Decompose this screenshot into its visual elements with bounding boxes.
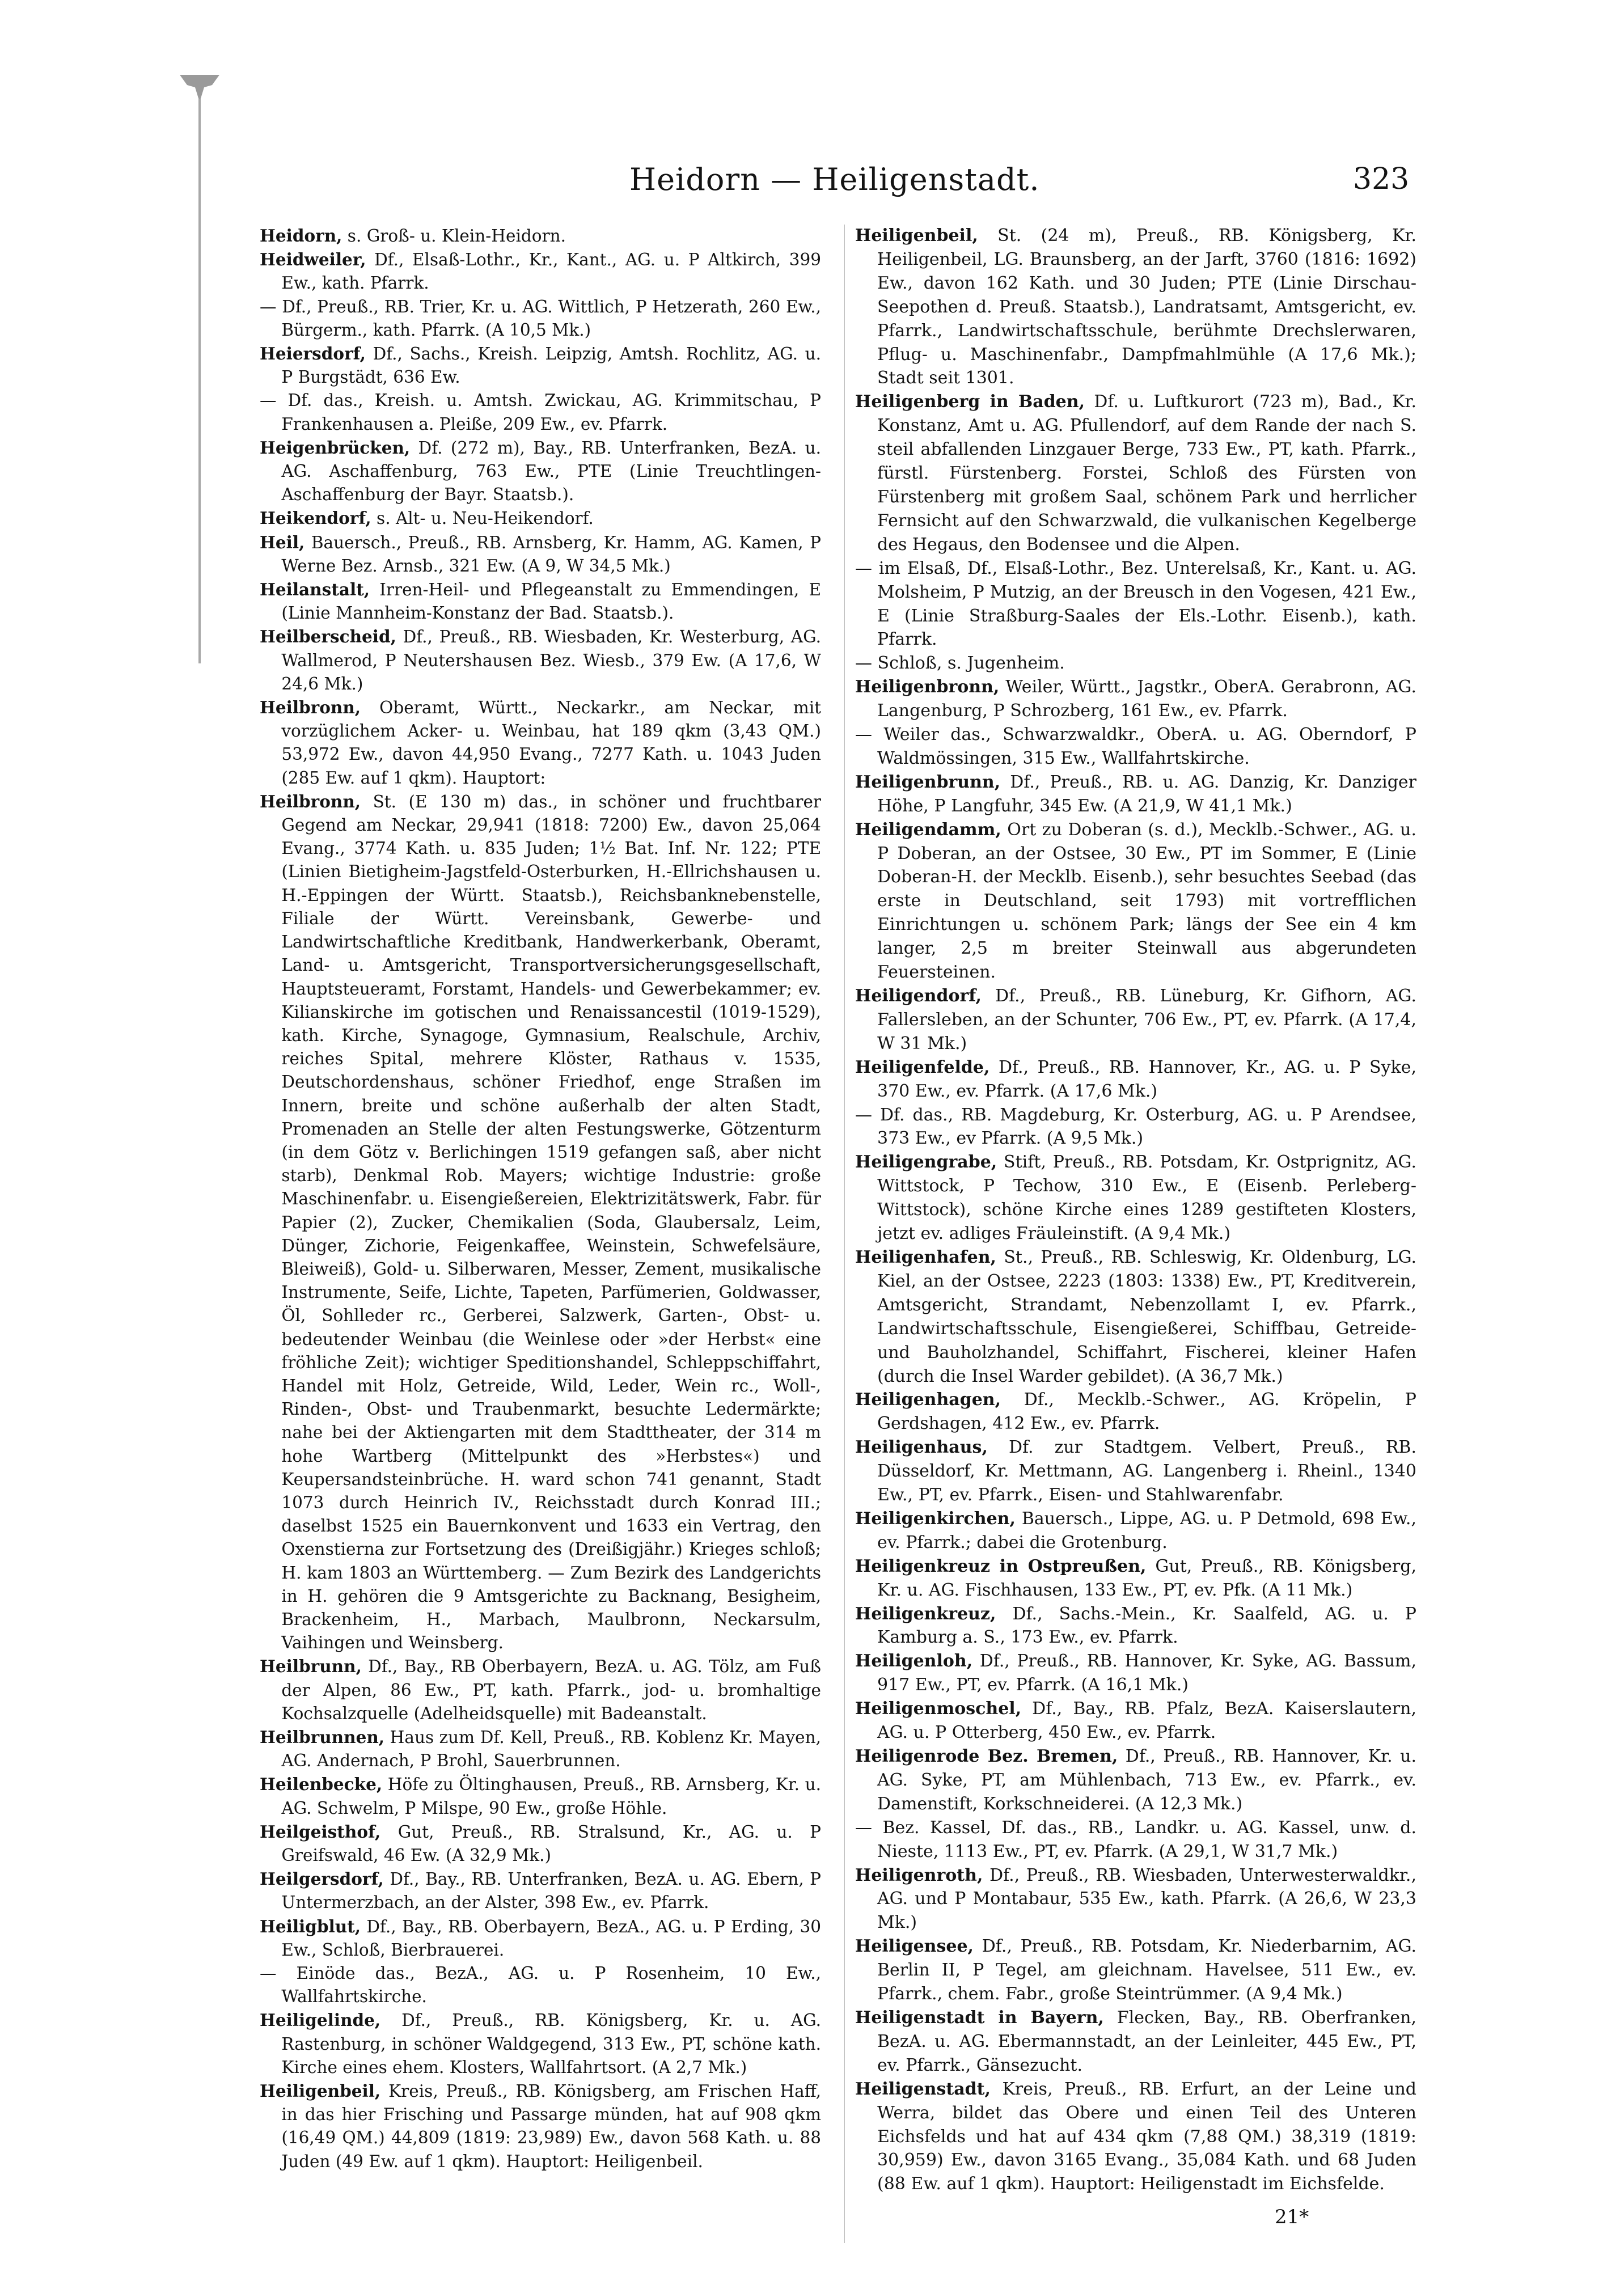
entry-text: — im Elsaß, Df., Elsaß-Lothr., Bez. Unterelsaß, Kr., Kant. u. AG. Molsheim, P Mutzig, an der Breusch in den Vogesen, 421 Ew., E (Linie Straßburg-Saales der Els.-Lothr. Eisenb.), kath. Pfarrk. <box>855 558 1416 650</box>
dictionary-entry <box>260 389 821 435</box>
entry-text: Df., Elsaß-Lothr., Kr., Kant., AG. u. P Altkirch, 399 Ew., kath. Pfarrk. <box>281 250 821 293</box>
signature-mark: 21* <box>1275 2206 1309 2228</box>
dictionary-entry <box>855 1150 1416 1246</box>
entry-text: Kreis, Preuß., RB. Erfurt, an der Leine und Werra, bildet das Obere und einen Teil des Unteren Eichsfelds und hat auf 434 qkm (7,88 QM.) 38,319 (1819: 30,959) Ew., davon 3165 Evang., 35,084 Kath. und 68 Juden (88 Ew. auf 1 qkm). Hauptort: Heiligenstadt im Eichsfelde. <box>877 2079 1416 2194</box>
entry-text: — Df. das., RB. Magdeburg, Kr. Osterburg, AG. u. P Arendsee, 373 Ew., ev Pfarrk. (A 9,5 Mk.) <box>855 1105 1416 1149</box>
dictionary-entry <box>260 2008 821 2079</box>
entry-text: Df., Preuß., RB. Wiesbaden, Unterwesterwaldkr., AG. und P Montabaur, 535 Ew., kath. Pfarrk. (A 26,6, W 23,3 Mk.) <box>877 1865 1416 1933</box>
dictionary-entry <box>260 790 821 1655</box>
dictionary-entry <box>855 984 1416 1056</box>
entry-text: — Einöde das., BezA., AG. u. P Rosenheim, 10 Ew., Wallfahrtskirche. <box>260 1964 821 2007</box>
entry-text: Df. u. Luftkurort (723 m), Bad., Kr. Konstanz, Amt u. AG. Pfullendorf, auf dem Rande der nach S. steil abfallenden Linzgauer Berge, 733 Ew., PT, kath. Pfarrk., fürstl. Fürstenberg. Forstei, Schloß des Fürsten von Fürstenberg mit großem Saal, schönem Park und herrlicher Fernsicht auf den Schwarzwald, die vulkanischen Kegelberge des Hegaus, den Bodensee und die Alpen. <box>877 392 1416 555</box>
entry-headword: Heiligenbeil, <box>260 2081 381 2101</box>
entry-headword: Heil, <box>260 532 305 552</box>
binding-mark <box>177 68 222 663</box>
entry-headword: Heiligenhaus, <box>855 1437 988 1458</box>
dictionary-entry <box>260 1867 821 1914</box>
entry-text: — Df. das., Kreish. u. Amtsh. Zwickau, AG. Krimmitschau, P Frankenhausen a. Pleiße, 209 Ew., ev. Pfarrk. <box>260 391 821 434</box>
entry-text: Df., Preuß., RB. Königsberg, Kr. u. AG. Rastenburg, in schöner Waldgegend, 313 Ew., PT, schöne kath. Kirche eines ehem. Klosters, Wallfahrtsort. (A 2,7 Mk.) <box>281 2011 821 2077</box>
entry-headword: Heilberscheid, <box>260 627 396 647</box>
dictionary-entry <box>855 651 1416 675</box>
entry-headword: Heilgersdorf, <box>260 1869 384 1889</box>
entry-text: Df., Bay., RB. Oberbayern, BezA., AG. u. P Erding, 30 Ew., Schloß, Bierbrauerei. <box>281 1917 821 1960</box>
entry-headword: Heiligenbronn, <box>855 677 1000 697</box>
dictionary-entry <box>260 506 821 530</box>
dictionary-entry <box>260 1772 821 1820</box>
dictionary-entry <box>260 248 821 295</box>
entry-text: St., Preuß., RB. Schleswig, Kr. Oldenburg, LG. Kiel, an der Ostsee, 2223 (1803: 1338) Ew., PT, Kreditverein, Amtsgericht, Strandamt, Nebenzollamt I, ev. Pfarrk., Landwirtschaftsschule, Eisengießerei, Schiffbau, Getreide- und Bauholzhandel, Schiffahrt, Fischerei, kleiner Hafen (durch die Insel Warder gebildet). (A 36,7 Mk.) <box>877 1247 1416 1386</box>
entry-text: Höfe zu Öltinghausen, Preuß., RB. Arnsberg, Kr. u. AG. Schwelm, P Milspe, 90 Ew., große Höhle. <box>281 1775 821 1818</box>
entry-text: Gut, Preuß., RB. Stralsund, Kr., AG. u. P Greifswald, 46 Ew. (A 32,9 Mk.) <box>281 1822 821 1865</box>
entry-headword: Heiligenstadt, <box>855 2079 991 2099</box>
entry-headword: Heiligenrode Bez. Bremen, <box>855 1746 1118 1766</box>
dictionary-entry <box>260 578 821 625</box>
column-divider <box>844 225 845 2243</box>
entry-headword: Heiligenfelde, <box>855 1057 990 1077</box>
dictionary-entry <box>855 1056 1416 1103</box>
dictionary-entry <box>855 1103 1416 1151</box>
entry-headword: Heikendorf, <box>260 508 371 528</box>
dictionary-entry <box>855 1864 1416 1935</box>
entry-text: St. (E 130 m) das., in schöner und fruchtbarer Gegend am Neckar, 29,941 (1818: 7200) Ew., davon 25,064 Evang., 3774 Kath. u. 835 Juden; 1½ Bat. Inf. Nr. 122; PTE (Linien Bietigheim-Jagstfeld-Osterburken, H.-Ellrichshausen u. H.-Eppingen der Württ. Staatsb.), Reichsbanknebenstelle, Filiale der Württ. Vereinsbank, Gewerbe- und Landwirtschaftliche Kreditbank, Handwerkerbank, Oberamt, Land- u. Amtsgericht, Transportversicherungsgesellschaft, Hauptsteueramt, Forstamt, Handels- und Gewerbekammer; ev. Kilianskirche im gotischen und Renaissancestil (1019-1529), kath. Kirche, Synagoge, Gymnasium, Realschule, Archiv, reiches Spital, mehrere Klöster, Rathaus v. 1535, Deutschordenshaus, schöner Friedhof, enge Straßen im Innern, breite und schöne außerhalb der alten Stadt, Promenaden an Stelle der alten Festungswerke, Götzenturm (in dem Götz v. Berlichingen 1519 gefangen saß, aber nicht starb), Denkmal Rob. Mayers; wichtige Industrie: große Maschinenfabr. u. Eisengießereien, Elektrizitätswerk, Fabr. für Papier (2), Zucker, Chemikalien (Soda, Glaubersalz, Leim, Dünger, Zichorie, Feigenkaffee, Weinstein, Schwefelsäure, Bleiweiß), Gold- u. Silberwaren, Messer, Zement, musikalische Instrumente, Seife, Lichte, Tapeten, Parfümerien, Goldwasser, Öl, Sohlleder rc., Gerberei, Salzwerk, Garten-, Obst- u. bedeutender Weinbau (die Weinlese oder »der Herbst« eine fröhliche Zeit); wichtiger Speditionshandel, Schleppschiffahrt, Handel mit Holz, Getreide, Wild, Leder, Wein rc., Woll-, Rinden-, Obst- und Traubenmarkt, besuchte Ledermärkte; nahe bei der Aktiengarten mit dem Stadttheater, der 314 m hohe Wartberg (Mittelpunkt des »Herbstes«) und Keupersandsteinbrüche. H. ward schon 741 genannt, Stadt 1073 durch Heinrich IV., Reichsstadt durch Konrad III.; daselbst 1525 ein Bauernkonvent und 1633 ein Vertrag, den Oxenstierna zur Fortsetzung des (Dreißigjähr.) Krieges schloß; H. kam 1803 an Württemberg. — Zum Bezirk des Landgerichts in H. gehören die 9 Amtsgerichte zu Backnang, Besigheim, Brackenheim, H., Marbach, Maulbronn, Neckarsulm, Vaihingen und Weinsberg. <box>281 792 821 1653</box>
entry-text: — Bez. Kassel, Df. das., RB., Landkr. u. AG. Kassel, unw. d. Nieste, 1113 Ew., PT, ev. Pfarrk. (A 29,1, W 31,7 Mk.) <box>855 1817 1416 1862</box>
dictionary-entry <box>855 557 1416 652</box>
entry-headword: Heiligenloh, <box>855 1651 973 1672</box>
entry-text: Weiler, Württ., Jagstkr., OberA. Gerabronn, AG. Langenburg, P Schrozberg, 161 Ew., ev. Pfarrk. <box>877 677 1416 721</box>
entry-headword: Heiligenkreuz in Ostpreußen, <box>855 1556 1147 1576</box>
entry-text: Df., Preuß., RB. Potsdam, Kr. Niederbarnim, AG. Berlin II, P Tegel, am gleichnam. Havelsee, 511 Ew., ev. Pfarrk., chem. Fabr., große Steintrümmer. (A 9,4 Mk.) <box>877 1936 1416 2004</box>
entry-text: Df. (272 m), Bay., RB. Unterfranken, BezA. u. AG. Aschaffenburg, 763 Ew., PTE (Linie Treuchtlingen-Aschaffenburg der Bayr. Staatsb.). <box>281 438 821 505</box>
entry-headword: Heiligenberg in Baden, <box>855 392 1085 412</box>
entry-headword: Heiligensee, <box>855 1936 974 1957</box>
entry-text: St. (24 m), Preuß., RB. Königsberg, Kr. Heiligenbeil, LG. Braunsberg, an der Jarft, 3760 (1816: 1692) Ew., davon 162 Kath. und 30 Juden; PTE (Linie Dirschau-Seepothen d. Preuß. Staatsb.), Landratsamt, Amtsgericht, ev. Pfarrk., Landwirtschaftsschule, berühmte Drechslerwaren, Pflug- u. Maschinenfabr., Dampfmahlmühle (A 17,6 Mk.); Stadt seit 1301. <box>877 226 1416 388</box>
entry-text: Irren-Heil- und Pflegeanstalt zu Emmendingen, E (Linie Mannheim-Konstanz der Bad. Staatsb.). <box>281 580 821 623</box>
entry-headword: Heiligengrabe, <box>855 1152 997 1173</box>
entry-text: Df., Mecklb.-Schwer., AG. Kröpelin, P Gerdshagen, 412 Ew., ev. Pfarrk. <box>877 1390 1416 1434</box>
entry-text: Df., Preuß., RB. Lüneburg, Kr. Gifhorn, AG. Fallersleben, an der Schunter, 706 Ew., PT, ev. Pfarrk. (A 17,4, W 31 Mk.) <box>877 986 1416 1054</box>
running-head: Heidorn — Heiligenstadt. <box>629 162 1040 197</box>
entry-text: Haus zum Df. Kell, Preuß., RB. Koblenz Kr. Mayen, AG. Andernach, P Brohl, Sauerbrunnen. <box>281 1728 821 1771</box>
dictionary-entry <box>855 1436 1416 1507</box>
entry-headword: Heiligblut, <box>260 1916 361 1936</box>
right-column <box>855 224 1416 2196</box>
entry-text: s. Groß- u. Klein-Heidorn. <box>342 226 566 246</box>
entry-text: Df., Bay., RB Oberbayern, BezA. u. AG. Tölz, am Fuß der Alpen, 86 Ew., PT, kath. Pfarrk., jod- u. bromhaltige Kochsalzquelle (Adelheidsquelle) mit Badeanstalt. <box>281 1657 821 1723</box>
entry-headword: Heiligenkreuz, <box>855 1604 996 1624</box>
dictionary-entry <box>260 224 821 248</box>
entry-headword: Heilbronn, <box>260 697 361 718</box>
entry-headword: Heiligenhagen, <box>855 1390 1001 1410</box>
dictionary-entry <box>855 2078 1416 2197</box>
dictionary-entry <box>260 1655 821 1725</box>
entry-headword: Heiligendorf, <box>855 986 982 1006</box>
entry-text: — Weiler das., Schwarzwaldkr., OberA. u. AG. Oberndorf, P Waldmössingen, 315 Ew., Wallfahrtskirche. <box>855 725 1416 768</box>
entry-text: Flecken, Bay., RB. Oberfranken, BezA. u. AG. Ebermannstadt, an der Leinleiter, 445 Ew., PT, ev. Pfarrk., Gänsezucht. <box>877 2007 1416 2075</box>
entry-headword: Heilanstalt, <box>260 579 370 600</box>
entry-headword: Heidorn, <box>260 226 342 246</box>
entry-headword: Heiersdorf, <box>260 344 366 364</box>
dictionary-entry <box>855 1649 1416 1697</box>
entry-headword: Heiligenbrunn, <box>855 772 1001 792</box>
entry-headword: Heiligenstadt in Bayern, <box>855 2007 1104 2028</box>
dictionary-entry <box>260 696 821 790</box>
entry-headword: Heilbronn, <box>260 791 361 811</box>
entry-headword: Heiligenhafen, <box>855 1247 996 1267</box>
dictionary-entry <box>260 1820 821 1867</box>
dictionary-entry <box>855 723 1416 771</box>
dictionary-entry <box>855 390 1416 556</box>
entry-text: — Df., Preuß., RB. Trier, Kr. u. AG. Wittlich, P Hetzerath, 260 Ew., Bürgerm., kath. Pfarrk. (A 10,5 Mk.) <box>260 297 821 340</box>
entry-headword: Heilbrunnen, <box>260 1727 385 1747</box>
dictionary-entry <box>855 818 1416 984</box>
dictionary-entry <box>260 1915 821 1962</box>
entry-text: Df., Preuß., RB. u. AG. Danzig, Kr. Danziger Höhe, P Langfuhr, 345 Ew. (A 21,9, W 41,1 Mk.) <box>877 772 1416 816</box>
entry-text: Ort zu Doberan (s. d.), Mecklb.-Schwer., AG. u. P Doberan, an der Ostsee, 30 Ew., PT im Sommer, E (Linie Doberan-H. der Mecklb. Eisenb.), sehr besuchtes Seebad (das erste in Deutschland, seit 1793) mit vortrefflichen Einrichtungen u. schönem Park; längs der See ein 4 km langer, 2,5 m breiter Steinwall aus abgerundeten Feuersteinen. <box>877 819 1416 983</box>
dictionary-entry <box>260 531 821 578</box>
entry-headword: Heiligenmoschel, <box>855 1699 1022 1719</box>
dictionary-entry <box>260 1725 821 1772</box>
entry-text: Bauersch., Preuß., RB. Arnsberg, Kr. Hamm, AG. Kamen, P Werne Bez. Arnsb., 321 Ew. (A 9, W 34,5 Mk.) <box>281 532 821 576</box>
entry-text: Oberamt, Württ., Neckarkr., am Neckar, mit vorzüglichem Acker- u. Weinbau, hat 189 qkm (3,43 QM.) 53,972 Ew., davon 44,950 Evang., 7277 Kath. u. 1043 Juden (285 Ew. auf 1 qkm). Hauptort: <box>281 698 821 788</box>
dictionary-entry <box>855 675 1416 723</box>
entry-text: Bauersch., Lippe, AG. u. P Detmold, 698 Ew., ev. Pfarrk.; dabei die Grotenburg. <box>877 1508 1416 1552</box>
dictionary-entry <box>855 1507 1416 1555</box>
entry-text: Df., Preuß., RB. Hannover, Kr. u. AG. Syke, PT, am Mühlenbach, 713 Ew., ev. Pfarrk., ev. Damenstift, Korkschneiderei. (A 12,3 Mk.) <box>877 1746 1416 1814</box>
entry-text: s. Alt- u. Neu-Heikendorf. <box>371 509 594 528</box>
entry-text: Kreis, Preuß., RB. Königsberg, am Frischen Haff, in das hier Frisching und Passarge münden, hat auf 908 qkm (16,49 QM.) 44,809 (1819: 23,989) Ew., davon 568 Kath. u. 88 Juden (49 Ew. auf 1 qkm). Hauptort: Heiligenbeil. <box>281 2082 821 2171</box>
dictionary-entry <box>855 1555 1416 1602</box>
page-number: 323 <box>1353 162 1410 196</box>
dictionary-entry <box>855 1816 1416 1864</box>
entry-text: Stift, Preuß., RB. Potsdam, Kr. Ostprignitz, AG. Wittstock, P Techow, 310 Ew., E (Eisenb. Perleberg-Wittstock), schöne Kirche eines 1289 gestifteten Klosters, jetzt ev. adliges Fräuleinstift. (A 9,4 Mk.) <box>877 1152 1416 1244</box>
entry-text: Df., Preuß., RB. Wiesbaden, Kr. Westerburg, AG. Wallmerod, P Neutershausen Bez. Wiesb., 379 Ew. (A 17,6, W 24,6 Mk.) <box>281 627 821 693</box>
dictionary-entry <box>260 2079 821 2173</box>
dictionary-entry <box>260 436 821 507</box>
entry-text: Df., Bay., RB. Unterfranken, BezA. u. AG. Ebern, P Untermerzbach, an der Alster, 398 Ew., ev. Pfarrk. <box>281 1869 821 1913</box>
entry-headword: Heiligendamm, <box>855 819 1001 840</box>
entry-headword: Heiligelinde, <box>260 2010 381 2030</box>
dictionary-entry <box>260 295 821 342</box>
entry-text: Df. zur Stadtgem. Velbert, Preuß., RB. Düsseldorf, Kr. Mettmann, AG. Langenberg i. Rheinl., 1340 Ew., PT, ev. Pfarrk., Eisen- und Stahlwarenfabr. <box>877 1437 1416 1505</box>
dictionary-entry <box>855 224 1416 390</box>
entry-headword: Heigenbrücken, <box>260 437 411 458</box>
entry-text: Gut, Preuß., RB. Königsberg, Kr. u. AG. Fischhausen, 133 Ew., PT, ev. Pfk. (A 11 Mk.) <box>877 1556 1416 1600</box>
entry-text: — Schloß, s. Jugenheim. <box>855 653 1065 674</box>
dictionary-entry <box>260 625 821 696</box>
dictionary-entry <box>260 1962 821 2008</box>
entry-text: Df., Sachs., Kreish. Leipzig, Amtsh. Rochlitz, AG. u. P Burgstädt, 636 Ew. <box>281 344 821 387</box>
entry-headword: Heiligenkirchen, <box>855 1508 1016 1529</box>
dictionary-entry <box>855 1388 1416 1436</box>
entry-text: Df., Preuß., RB. Hannover, Kr. Syke, AG. Bassum, 917 Ew., PT, ev. Pfarrk. (A 16,1 Mk.) <box>877 1651 1416 1695</box>
entry-headword: Heilbrunn, <box>260 1656 362 1677</box>
entry-headword: Heilenbecke, <box>260 1774 383 1795</box>
entry-text: Df., Preuß., RB. Hannover, Kr., AG. u. P Syke, 370 Ew., ev. Pfarrk. (A 17,6 Mk.) <box>877 1057 1416 1101</box>
dictionary-entry <box>260 342 821 389</box>
dictionary-entry <box>855 1246 1416 1388</box>
left-column <box>260 224 821 2173</box>
entry-headword: Heiligenbeil, <box>855 226 978 246</box>
dictionary-entry <box>855 1745 1416 1816</box>
dictionary-entry <box>855 1935 1416 2006</box>
entry-text: Df., Sachs.-Mein., Kr. Saalfeld, AG. u. P Kamburg a. S., 173 Ew., ev. Pfarrk. <box>877 1604 1416 1648</box>
dictionary-entry <box>855 771 1416 818</box>
dictionary-entry <box>855 2006 1416 2078</box>
entry-text: Df., Bay., RB. Pfalz, BezA. Kaiserslautern, AG. u. P Otterberg, 450 Ew., ev. Pfarrk. <box>877 1699 1416 1743</box>
entry-headword: Heiligenroth, <box>855 1865 983 1885</box>
dictionary-entry <box>855 1602 1416 1650</box>
dictionary-entry <box>855 1697 1416 1745</box>
entry-headword: Heidweiler, <box>260 249 366 270</box>
entry-headword: Heilgeisthof, <box>260 1821 381 1842</box>
